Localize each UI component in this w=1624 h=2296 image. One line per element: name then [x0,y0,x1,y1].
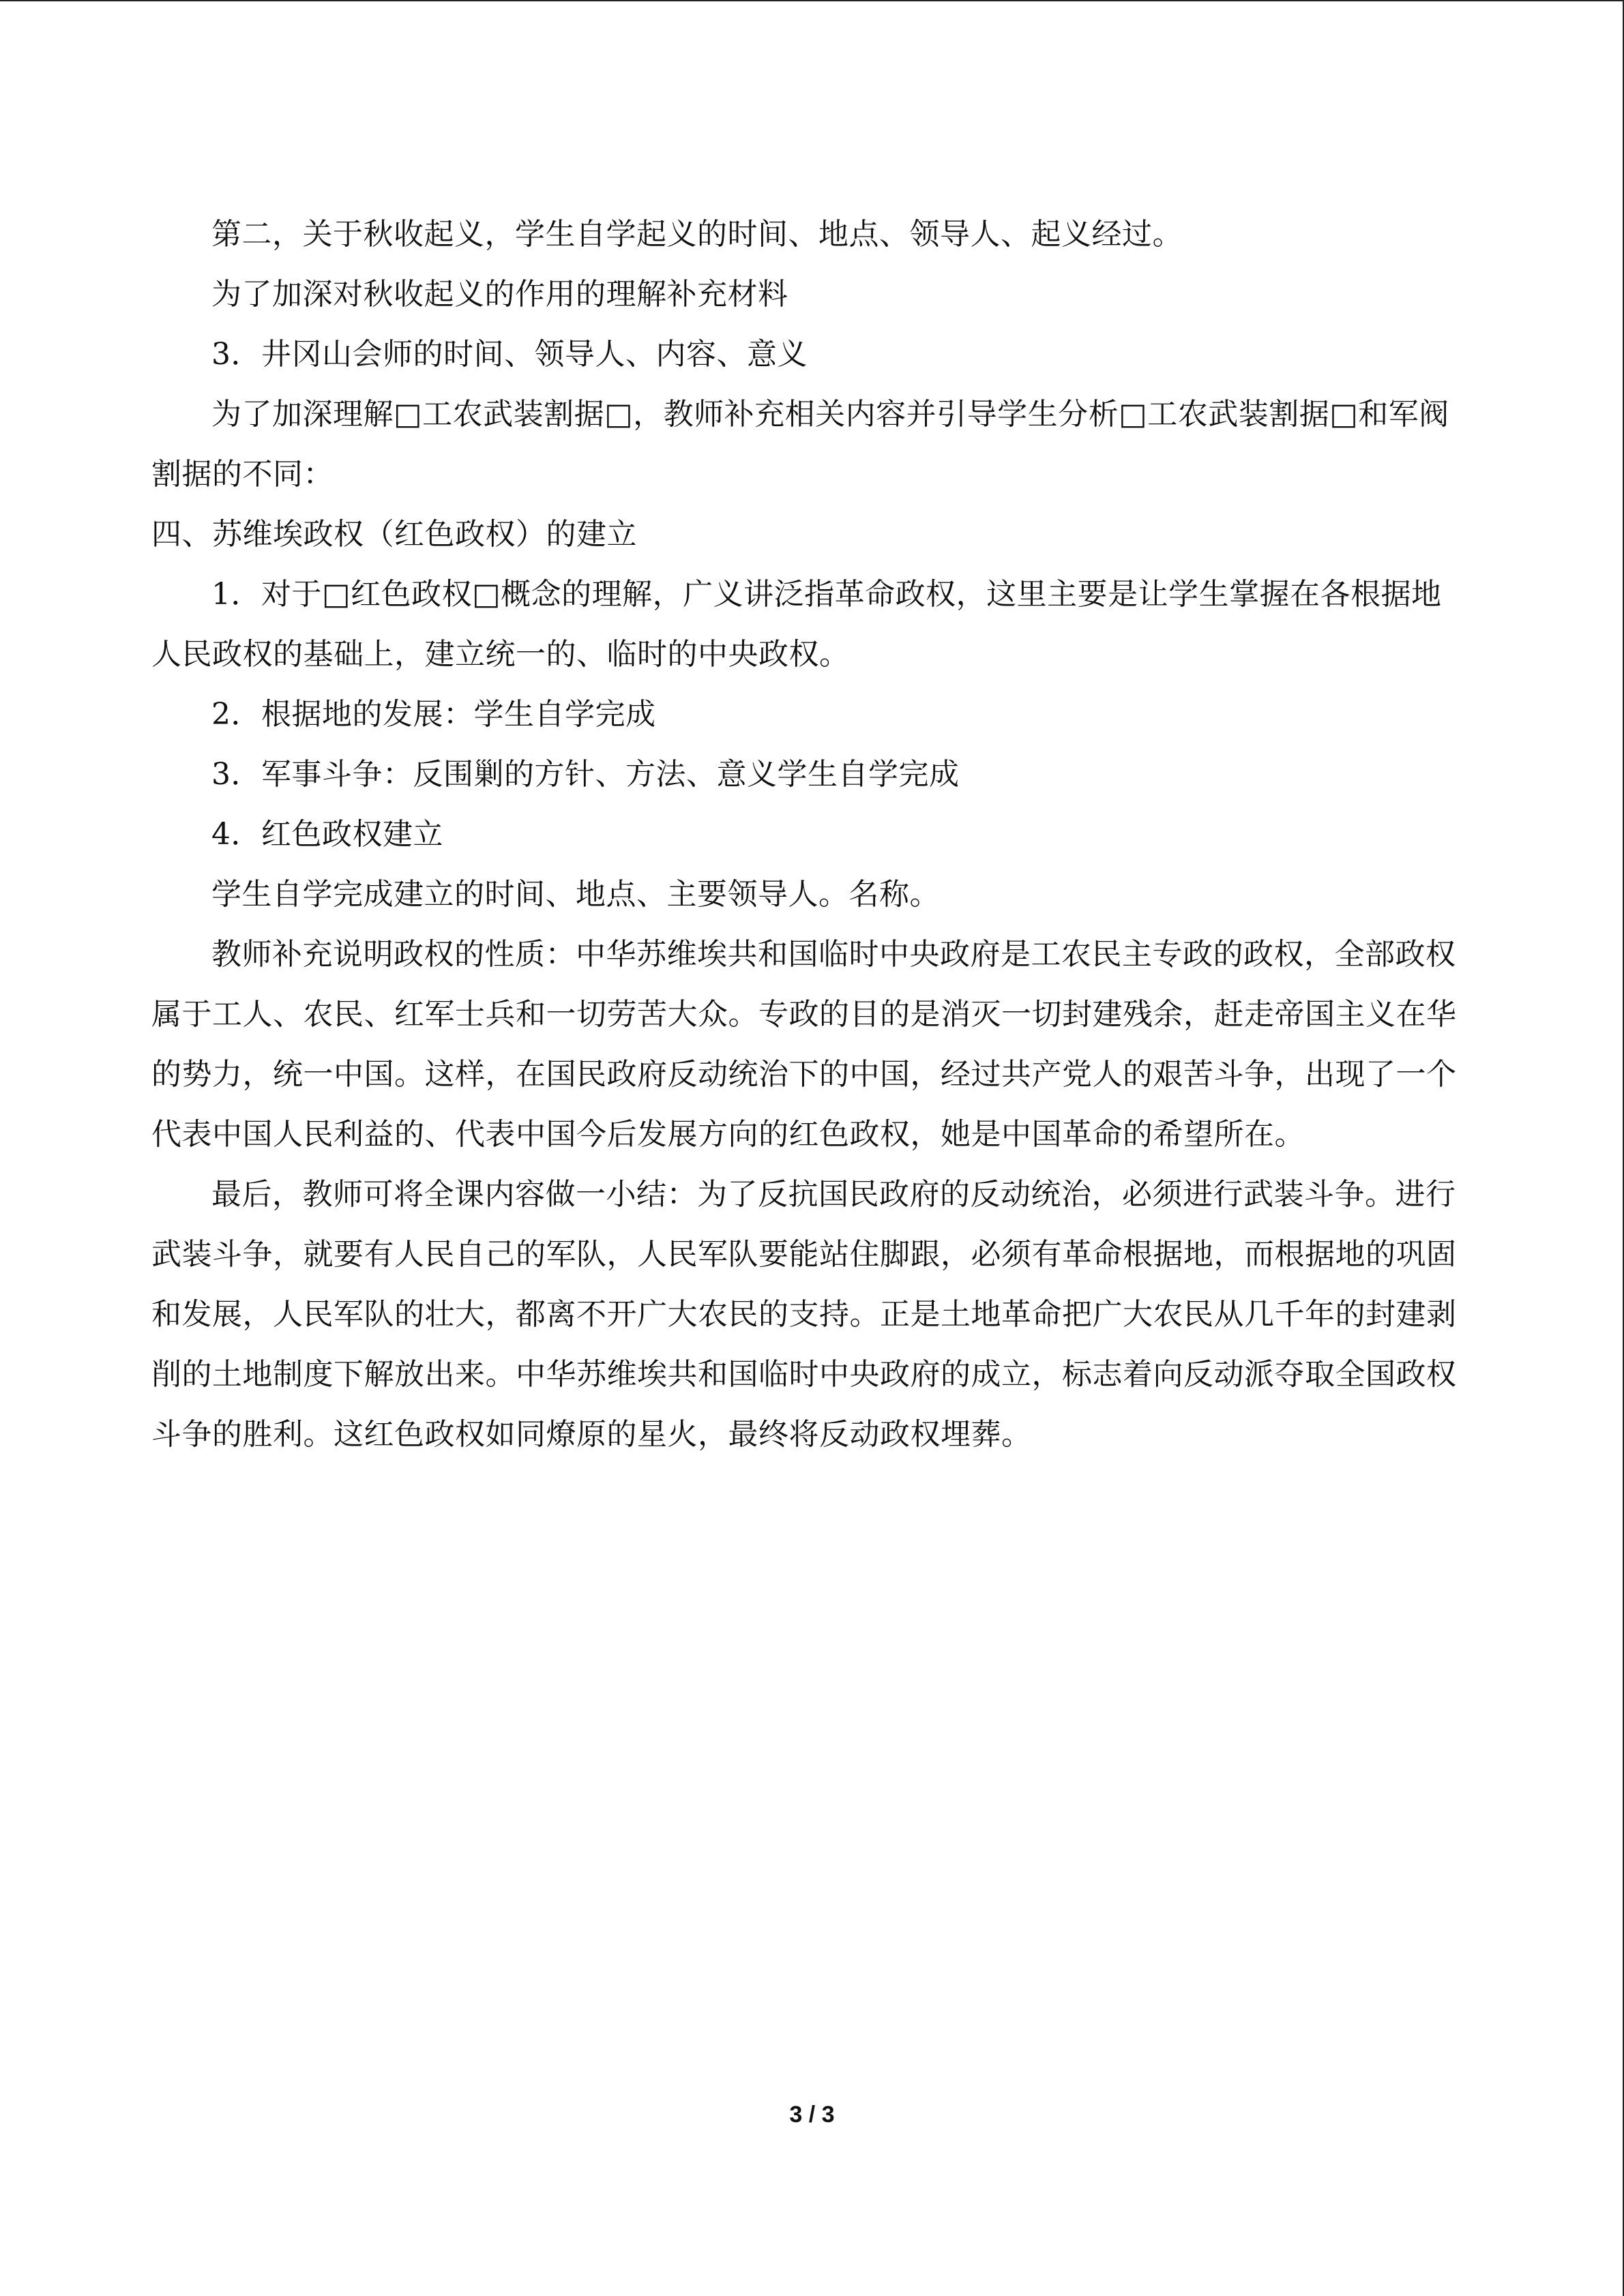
paragraph-autumn-uprising: 第二，关于秋收起义，学生自学起义的时间、地点、领导人、起义经过。 [211,217,1183,252]
paragraph-jinggangshan-meeting: 3．井冈山会师的时间、领导人、内容、意义 [211,337,808,372]
paragraph-military-struggle: 3．军事斗争：反围剿的方针、方法、意义学生自学完成 [211,757,960,792]
paragraph-regime-nature: 教师补充说明政权的性质：中华苏维埃共和国临时中央政府是工农民主专政的政权，全部政权属于工人、农民、红军士兵和一切劳苦大众。专政的目的是消灭一切封建残余，赶走帝国主义在华的势力，统一中国。这样，在国民政府反动统治下的中国，经过共产党人的艰苦斗争，出现了一个代表中国人民利益的、代表中国今后发展方向的红色政权，她是中国革命的希望所在。 [151,937,1457,1152]
paragraph-red-regime-concept: 1．对于□红色政权□概念的理解，广义讲泛指革命政权，这里主要是让学生掌握在各根据地人民政权的基础上，建立统一的、临时的中央政权。 [151,577,1442,672]
page-number: 3 / 3 [789,2102,835,2128]
document-body [151,205,1471,1465]
paragraph-armed-separatism: 为了加深理解□工农武装割据□，教师补充相关内容并引导学生分析□工农武装割据□和军阀割据的不同： [151,397,1449,492]
paragraph-supplementary-material: 为了加深对秋收起义的作用的理解补充材料 [211,277,788,312]
paragraph-summary: 最后，教师可将全课内容做一小结：为了反抗国民政府的反动统治，必须进行武装斗争。进行武装斗争，就要有人民自己的军队，人民军队要能站住脚跟，必须有革命根据地，而根据地的巩固和发展，人民军队的壮大，都离不开广大农民的支持。正是土地革命把广大农民从几千年的封建剥削的土地制度下解放出来。中华苏维埃共和国临时中央政府的成立，标志着向反动派夺取全国政权斗争的胜利。这红色政权如同燎原的星火，最终将反动政权埋葬。 [151,1177,1457,1452]
paragraph-red-regime-establishment: 4．红色政权建立 [211,817,443,852]
paragraph-self-study: 学生自学完成建立的时间、地点、主要领导人。名称。 [211,877,940,912]
paragraph-base-development: 2．根据地的发展：学生自学完成 [211,697,656,732]
section-heading-soviet-regime: 四、苏维埃政权（红色政权）的建立 [151,517,637,552]
